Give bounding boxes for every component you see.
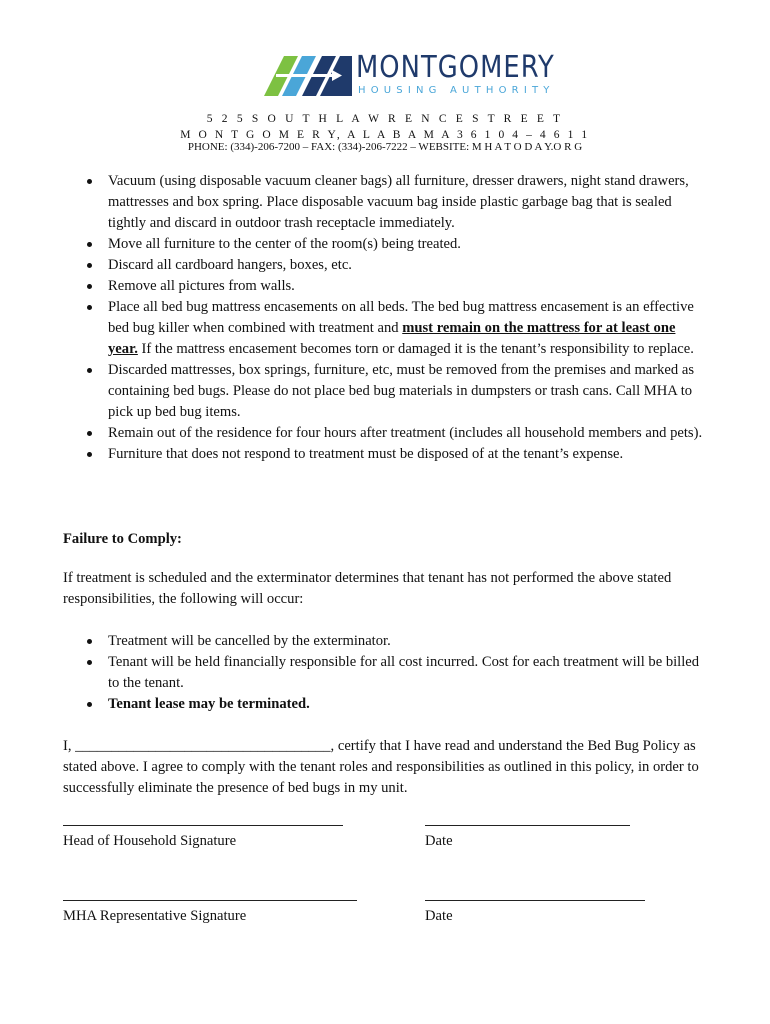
instruction-list — [82, 171, 707, 465]
mha-representative-label: MHA Representative Signature — [63, 908, 247, 924]
address-line-1: 5 2 5 S O U T H L A W R E N C E S T R E E T — [206, 113, 564, 125]
consequence-list — [82, 631, 707, 715]
list-item — [82, 694, 707, 715]
list-item-text: Vacuum (using disposable vacuum cleaner bags) all furniture, dresser drawers, night stand drawers, mattresses and box spring. Place disposable vacuum bag inside plastic garbage bag that is sealed tightly and discard in outdoor trash receptacle immediately. — [108, 173, 689, 231]
list-item-text: If the mattress encasement becomes torn or damaged it is the tenant’s responsibility to replace. — [137, 341, 694, 357]
list-item — [82, 255, 707, 276]
signature-line[interactable] — [63, 900, 357, 901]
date-line[interactable] — [425, 825, 630, 826]
address-line-2: M O N T G O M E R Y, A L A B A M A 3 6 1 0 4 – 4 6 1 1 — [180, 129, 590, 141]
list-item-text: Discarded mattresses, box springs, furniture, etc, must be removed from the premises and marked as containing bed bugs. Please do not place bed bug materials in dumpsters or trash cans. Call MHA to pick up bed bug items. — [108, 362, 695, 420]
date-line[interactable] — [425, 900, 645, 901]
brand-name: MONTGOMERY — [356, 50, 555, 85]
list-item — [82, 234, 707, 255]
list-item — [82, 652, 707, 694]
list-item — [82, 444, 707, 465]
list-item-text: Discard all cardboard hangers, boxes, etc. — [108, 257, 352, 273]
date-label: Date — [425, 833, 453, 849]
list-item — [82, 631, 707, 652]
emphasis-text: must remain on the mattress for at least one year. — [108, 320, 676, 357]
list-item-text: Move all furniture to the center of the room(s) being treated. — [108, 236, 461, 252]
paragraph: If treatment is scheduled and the exterminator determines that tenant has not performed the above stated responsibilities, the following will occur: — [63, 570, 672, 607]
brand-subtitle: HOUSING AUTHORITY — [358, 85, 555, 96]
list-item-text: Furniture that does not respond to treatment must be disposed of at the tenant’s expense. — [108, 446, 624, 462]
certification-paragraph: I, ___________________________________, certify that I have read and understand the Bed Bug Policy as stated above. I agree to comply with the tenant roles and responsibilities as outlined in this policy, in order to successfully eliminate the presence of bed bugs in my unit. — [63, 738, 699, 796]
head-of-household-label: Head of Household Signature — [63, 833, 237, 849]
list-item-text: Place all bed bug mattress encasements on all beds. The bed bug mattress encasement is an effective bed bug killer when combined with treatment and — [108, 299, 694, 336]
list-item-text: Remove all pictures from walls. — [108, 278, 295, 294]
list-item — [82, 297, 707, 360]
section-heading: Failure to Comply: — [63, 531, 182, 547]
list-item — [82, 171, 707, 234]
mha-logo — [262, 50, 555, 100]
contact-line: PHONE: (334)-206-7200 – FAX: (334)-206-7222 – WEBSITE: M H A T O D A Y.O R G — [187, 141, 583, 153]
list-item — [82, 276, 707, 297]
list-item-text: Tenant will be held financially responsible for all cost incurred. Cost for each treatment will be billed to the tenant. — [108, 654, 700, 691]
list-item-text: Treatment will be cancelled by the exterminator. — [108, 633, 391, 649]
signature-line[interactable] — [63, 825, 343, 826]
list-item — [82, 360, 707, 423]
list-item-text: Tenant lease may be terminated. — [108, 696, 310, 712]
date-label: Date — [425, 908, 453, 924]
list-item-text: Remain out of the residence for four hours after treatment (includes all household members and pets). — [108, 425, 703, 441]
mha-logo-mark-icon — [262, 52, 354, 98]
list-item — [82, 423, 707, 444]
